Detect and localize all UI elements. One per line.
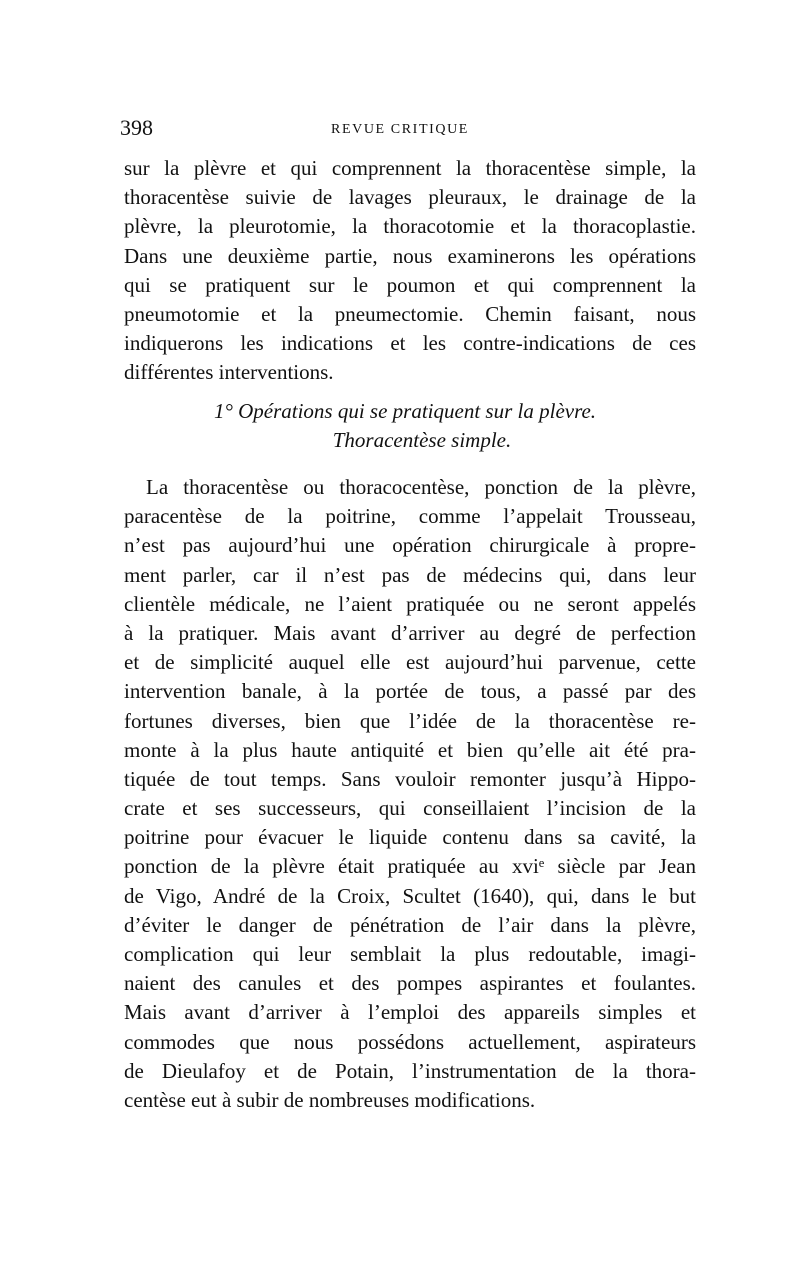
text-line: Mais avant d’arriver à l’emploi des appareils simples et	[124, 1000, 696, 1025]
text-line: de Vigo, André de la Croix, Scultet (1640), qui, dans le but	[124, 883, 696, 908]
text-line: clientèle médicale, ne l’aient pratiquée ou ne seront appelés	[124, 591, 696, 616]
text-line: commodes que nous possédons actuellement, aspirateurs	[124, 1029, 696, 1054]
text-line: plèvre, la pleurotomie, la thoracotomie et la thoracoplastie.	[124, 214, 696, 239]
paragraph-intro	[124, 154, 696, 388]
text-line: pneumotomie et la pneumectomie. Chemin faisant, nous	[124, 301, 696, 326]
text-line: paracentèse de la poitrine, comme l’appelait Trousseau,	[124, 504, 696, 529]
section-heading-line-2: Thoracentèse simple.	[332, 428, 512, 452]
text-line: crate et ses successeurs, qui conseillaient l’incision de la	[124, 796, 696, 821]
text-line: d’éviter le danger de pénétration de l’air dans la plèvre,	[124, 912, 696, 937]
section-heading-line-1: 1° Opérations qui se pratiquent sur la plèvre.	[213, 399, 597, 423]
text-line: poitrine pour évacuer le liquide contenu dans sa cavité, la	[124, 825, 696, 850]
text-line: monte à la plus haute antiquité et bien qu’elle ait été pra-	[124, 737, 696, 762]
text-line: ment parler, car il n’est pas de médecins qui, dans leur	[124, 562, 696, 587]
text-line: tiquée de tout temps. Sans vouloir remonter jusqu’à Hippo-	[124, 766, 696, 791]
text-line: à la pratiquer. Mais avant d’arriver au degré de perfection	[124, 620, 696, 645]
text-line: qui se pratiquent sur le poumon et qui comprennent la	[124, 272, 696, 297]
text-line: naient des canules et des pompes aspirantes et foulantes.	[124, 971, 696, 996]
page-number: 398	[120, 115, 153, 140]
text-line: centèse eut à subir de nombreuses modifications.	[124, 1087, 536, 1112]
text-line: fortunes diverses, bien que l’idée de la thoracentèse re-	[124, 708, 696, 733]
text-line: intervention banale, à la portée de tous, a passé par des	[124, 679, 696, 704]
text-line: thoracentèse suivie de lavages pleuraux, le drainage de la	[124, 185, 696, 210]
text-line: n’est pas aujourd’hui une opération chirurgicale à propre-	[124, 533, 696, 558]
text-line: La thoracentèse ou thoracocentèse, ponction de la plèvre,	[146, 475, 696, 499]
section-heading	[0, 397, 800, 455]
running-head: REVUE CRITIQUE	[331, 122, 469, 137]
text-line: ponction de la plèvre était pratiquée au xviᵉ siècle par Jean	[124, 854, 696, 879]
text-line: indiquerons les indications et les contre-indications de ces	[124, 331, 696, 356]
text-line: Dans une deuxième partie, nous examinerons les opérations	[124, 243, 696, 268]
text-line: de Dieulafoy et de Potain, l’instrumentation de la thora-	[124, 1058, 696, 1083]
text-line: sur la plèvre et qui comprennent la thoracentèse simple, la	[124, 156, 696, 180]
text-line: complication qui leur semblait la plus redoutable, imagi-	[124, 942, 696, 966]
text-line: et de simplicité auquel elle est aujourd’hui parvenue, cette	[124, 650, 696, 675]
paragraph-thoracentese	[124, 473, 696, 1115]
text-line: différentes interventions.	[124, 360, 334, 385]
